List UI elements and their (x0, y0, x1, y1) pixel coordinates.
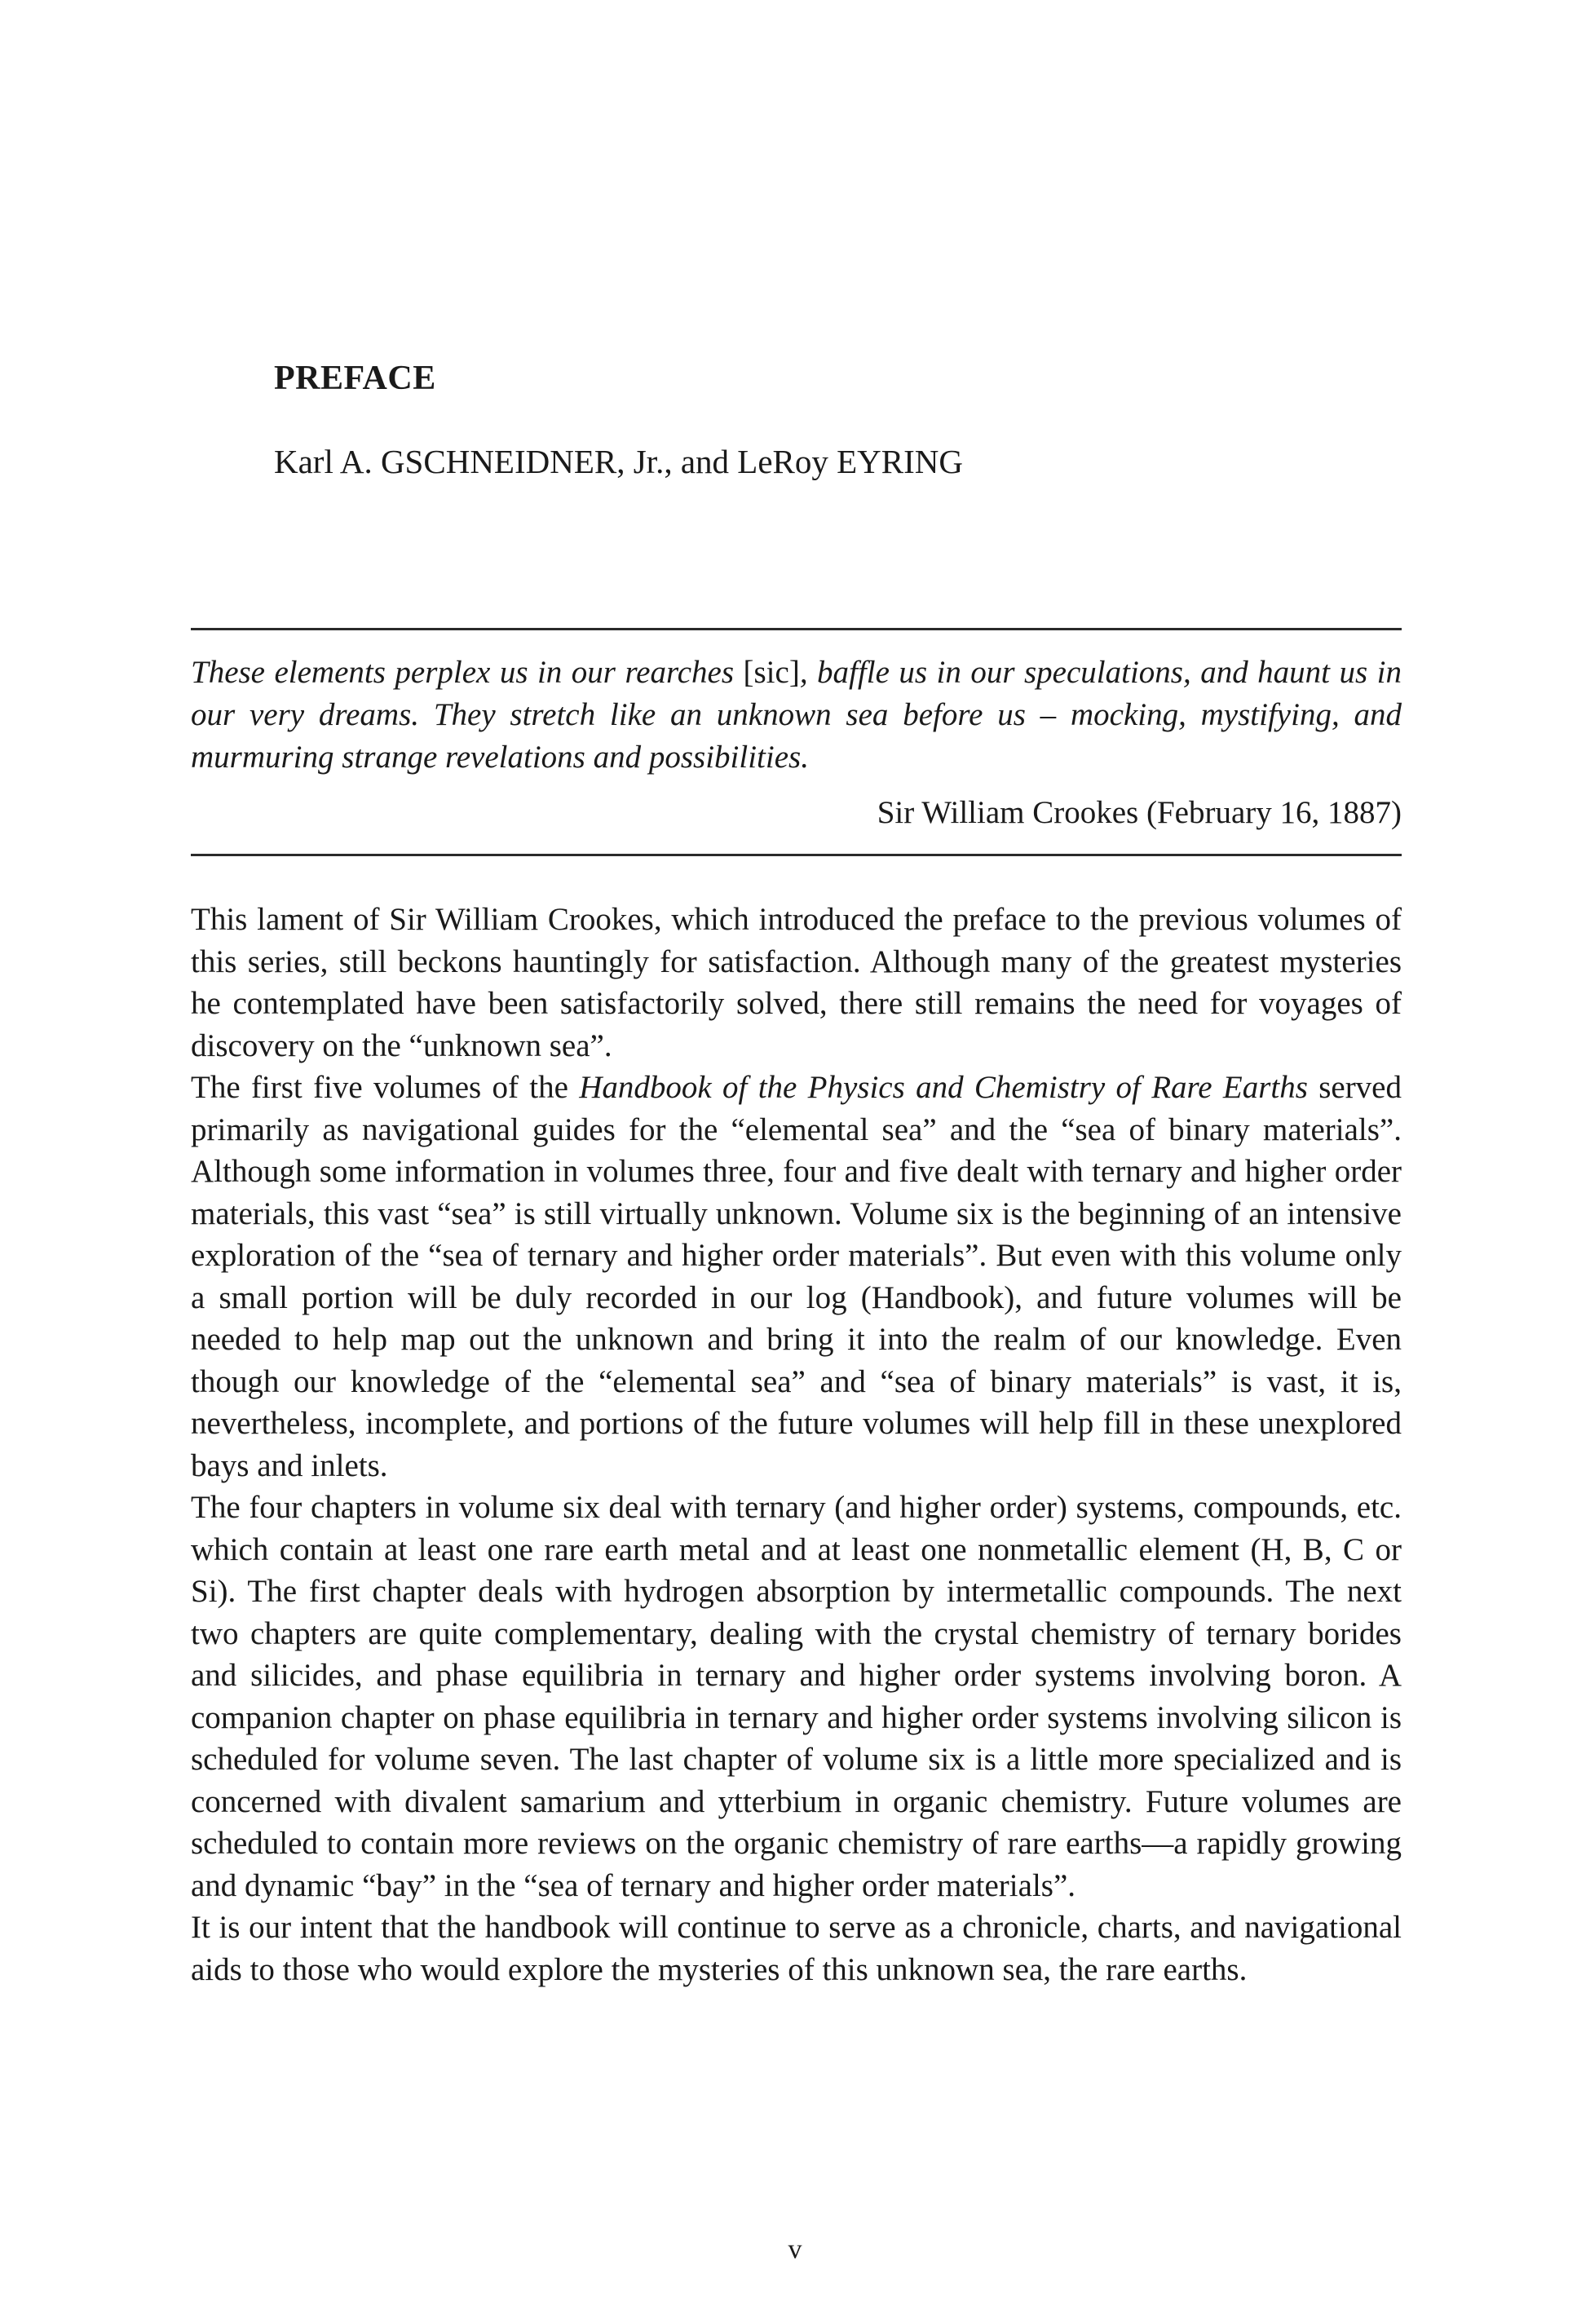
epigraph-top-rule (191, 628, 1402, 630)
authors-line: Karl A. GSCHNEIDNER, Jr., and LeRoy EYRING (274, 443, 963, 480)
page-title: PREFACE (274, 360, 436, 397)
paragraph-2-rest: served primarily as navigational guides for the “elemental sea” and the “sea of binary materials”. Although some information in volumes three, four and five dealt with ternary and higher order materials, this vast “sea” is still virtually unknown. Volume six is the beginning of an intensive exploration of the “sea of ternary and higher order materials”. But even with this volume only a small portion will be duly recorded in our log (Handbook), and future volumes will be needed to help map out the unknown and bring it into the realm of our knowledge. Even though our knowledge of the “elemental sea” and “sea of binary materials” is vast, it is, nevertheless, incomplete, and portions of the future volumes will help fill in these unexplored bays and inlets. (191, 1070, 1402, 1483)
body-text (191, 899, 1402, 1990)
paragraph-2-intro: The first five volumes of the (191, 1070, 580, 1105)
epigraph-bottom-rule (191, 854, 1402, 856)
paragraph-4: It is our intent that the handbook will continue to serve as a chronicle, charts, and navigational aids to those who would explore the mysteries of this unknown sea, the rare earths. (191, 1910, 1402, 1987)
epigraph-sic-mark: [sic] (743, 655, 800, 690)
paragraph-2 (191, 1067, 1402, 1487)
epigraph-quote-part-1: These elements perplex us in our rearches (191, 655, 744, 690)
page-number: v (788, 2234, 802, 2264)
paragraph-1: This lament of Sir William Crookes, which introduced the preface to the previous volumes of this series, still beckons hauntingly for satisfaction. Although many of the greatest mysteries he contemplated have been satisfactorily solved, there still remains the need for voyages of discovery on the “unknown sea”. (191, 902, 1402, 1063)
handbook-title: Handbook of the Physics and Chemistry of Rare Earths (579, 1070, 1308, 1105)
epigraph-attribution: Sir William Crookes (February 16, 1887) (877, 795, 1402, 830)
epigraph-quote (191, 652, 1402, 779)
epigraph-block (191, 628, 1402, 856)
epigraph-quote-part-2: , baffle us in our speculations, and haunt us in our very dreams. They stretch like an unknown sea before us – mocking, mystifying, and murmuring strange revelations and possibilities. (191, 655, 1402, 775)
paragraph-3: The four chapters in volume six deal with ternary (and higher order) systems, compounds, etc. which contain at least one rare earth metal and at least one nonmetallic element (H, B, C or Si). The first chapter deals with hydrogen absorption by intermetallic compounds. The next two chapters are quite complementary, dealing with the crystal chemistry of ternary borides and silicides, and phase equilibria in ternary and higher order systems involving boron. A companion chapter on phase equilibria in ternary and higher order systems involving silicon is scheduled for volume seven. The last chapter of volume six is a little more specialized and is concerned with divalent samarium and ytterbium in organic chemistry. Future volumes are scheduled to contain more reviews on the organic chemistry of rare earths—a rapidly growing and dynamic “bay” in the “sea of ternary and higher order materials”. (191, 1490, 1402, 1903)
